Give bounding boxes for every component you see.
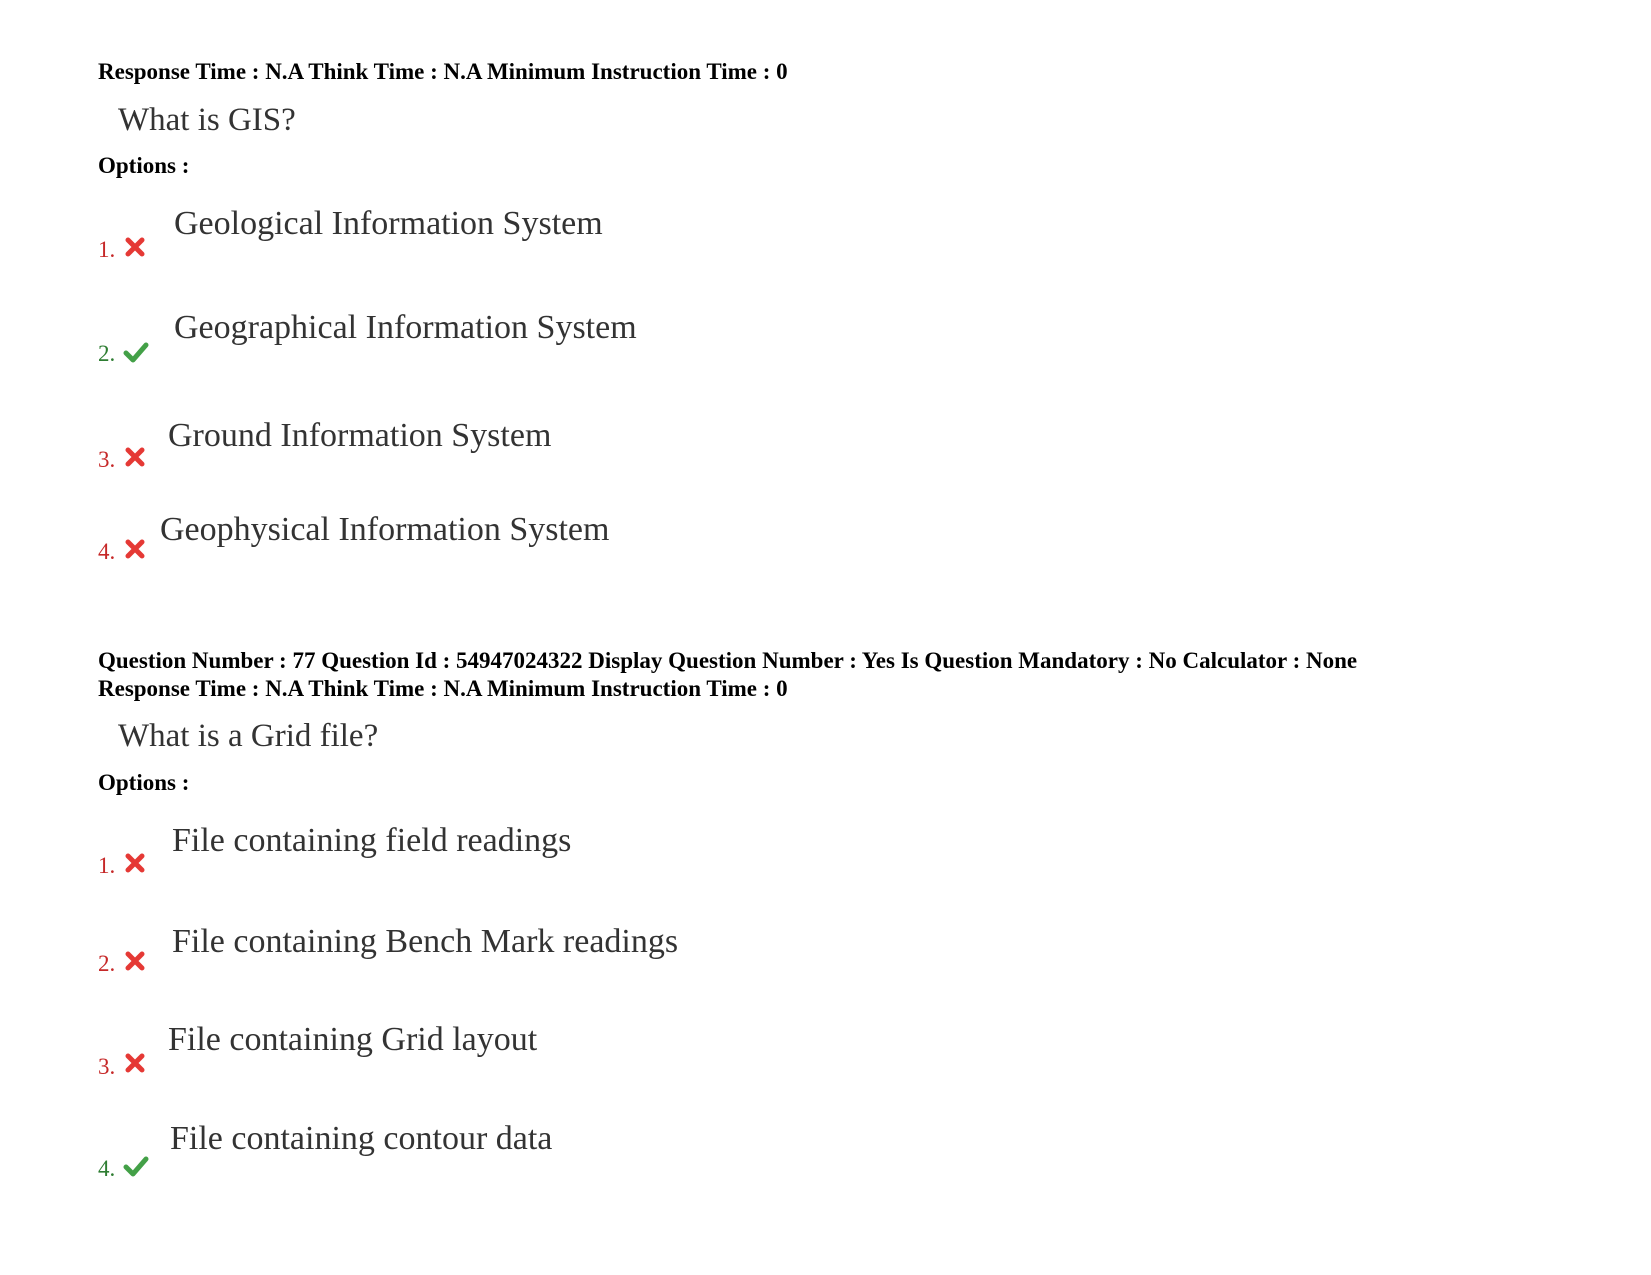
response-time-line: Response Time : N.A Think Time : N.A Minimum Instruction Time : 0 xyxy=(98,59,788,84)
cross-icon xyxy=(124,950,146,972)
check-icon xyxy=(123,341,149,363)
option-number: 4. xyxy=(98,1156,116,1181)
option-text: Ground Information System xyxy=(168,417,552,454)
options-label: Options : xyxy=(98,153,190,178)
option-number: 3. xyxy=(98,447,116,472)
question-header-line: Question Number : 77 Question Id : 54947024322 Display Question Number : Yes Is Question Mandatory : No Calculator : None xyxy=(98,648,1358,673)
cross-icon xyxy=(124,446,146,468)
option-number: 3. xyxy=(98,1054,116,1079)
option-text: File containing Grid layout xyxy=(168,1021,538,1058)
option-number: 2. xyxy=(98,341,116,366)
option-text: File containing Bench Mark readings xyxy=(172,923,679,960)
option-number: 2. xyxy=(98,951,116,976)
option-number: 1. xyxy=(98,853,116,878)
question-text: What is a Grid file? xyxy=(118,718,379,754)
option-text: File containing contour data xyxy=(170,1120,553,1157)
cross-icon xyxy=(124,852,146,874)
options-label: Options : xyxy=(98,770,190,795)
option-text: Geographical Information System xyxy=(174,309,637,346)
cross-icon xyxy=(124,236,146,258)
option-text: Geophysical Information System xyxy=(160,511,610,548)
cross-icon xyxy=(124,538,146,560)
check-icon xyxy=(123,1155,149,1177)
option-number: 1. xyxy=(98,237,116,262)
option-text: File containing field readings xyxy=(172,822,572,859)
question-text: What is GIS? xyxy=(118,102,296,138)
option-text: Geological Information System xyxy=(174,205,603,242)
response-time-line: Response Time : N.A Think Time : N.A Minimum Instruction Time : 0 xyxy=(98,676,788,701)
option-number: 4. xyxy=(98,539,116,564)
cross-icon xyxy=(124,1052,146,1074)
